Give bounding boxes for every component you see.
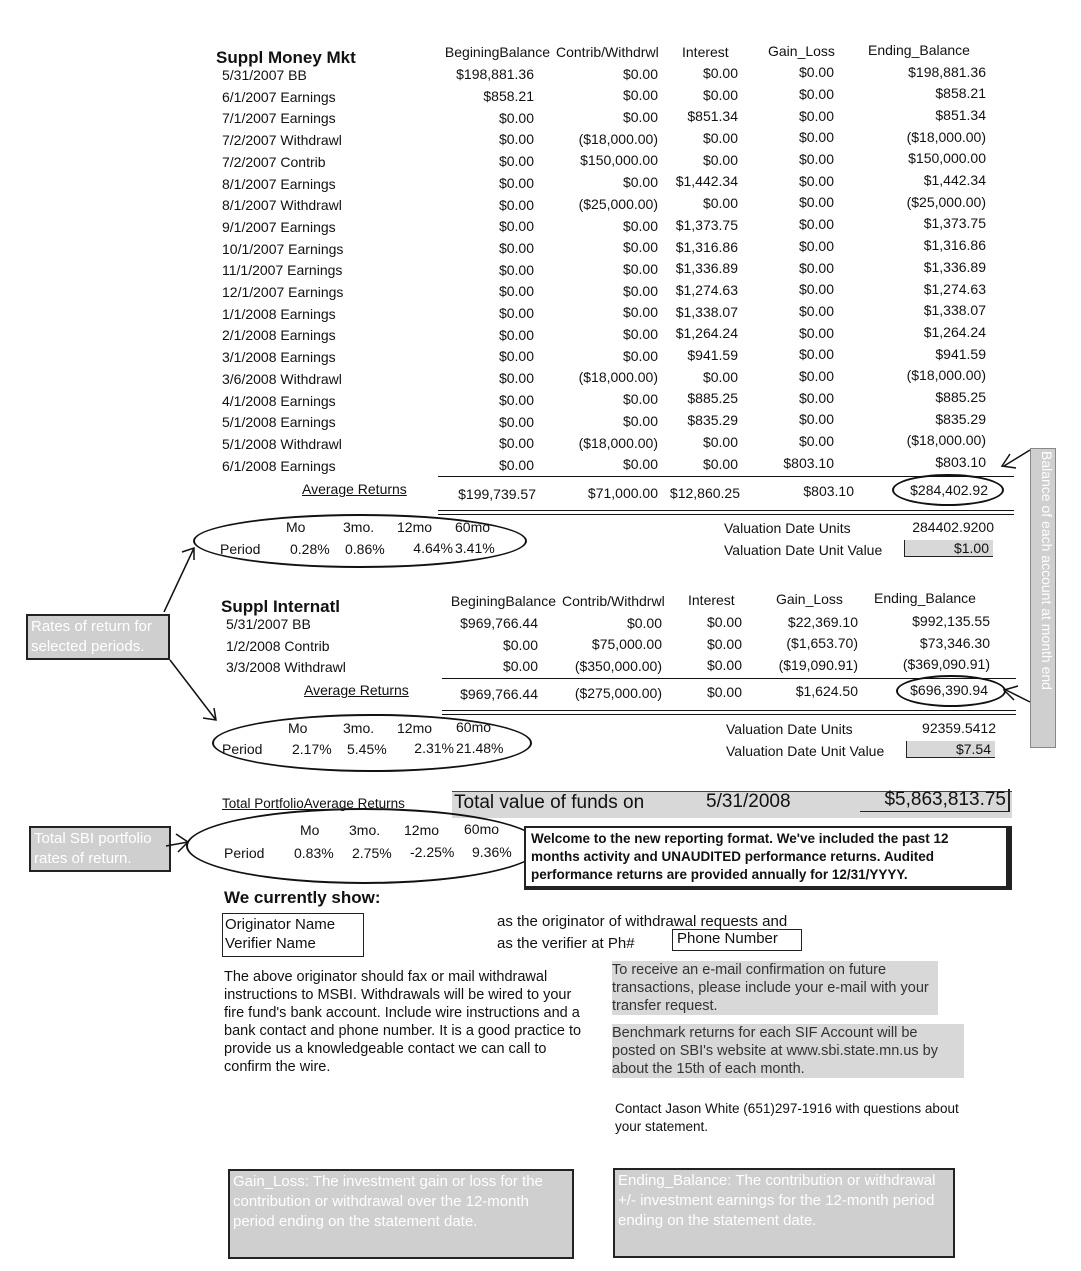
money_mkt-cell-contrib: ($18,000.00) — [578, 369, 658, 386]
money_mkt-cell-interest: $0.00 — [702, 151, 738, 168]
welcome-notice: Welcome to the new reporting format. We've included the past 12 months activity and UNAUDITED performance returns. Audited performance returns are provided annually for 12/31/YYYY. — [524, 826, 1012, 890]
money_mkt-cell-interest: $0.00 — [702, 368, 738, 385]
money_mkt-cell-ending: $1,338.07 — [923, 302, 986, 319]
money_mkt-cell-gain: $0.00 — [798, 107, 834, 124]
money_mkt-cell-ending: $851.34 — [935, 106, 986, 123]
money_mkt-cell-interest: $0.00 — [702, 195, 738, 212]
money_mkt-cell-interest: $1,336.89 — [675, 260, 738, 277]
money_mkt-cell-begin: $0.00 — [498, 305, 534, 321]
money_mkt-cell-begin: $0.00 — [498, 174, 534, 191]
money_mkt-cell-contrib: $0.00 — [622, 412, 658, 429]
total-ret-v3: 9.36% — [472, 844, 512, 860]
in-units: 92359.5412 — [922, 720, 996, 736]
money-mkt-avg-contrib: $71,000.00 — [587, 485, 658, 501]
money_mkt-cell-label: 4/1/2008 Earnings — [222, 392, 336, 409]
in-ret-v3: 21.48% — [456, 740, 504, 756]
money_mkt-cell-ending: ($18,000.00) — [906, 367, 986, 384]
money_mkt-cell-contrib: ($18,000.00) — [578, 434, 658, 451]
mm-units-label: Valuation Date Units — [724, 520, 851, 536]
money_mkt-cell-interest: $1,316.86 — [675, 238, 738, 255]
total-ret-h0: Mo — [300, 822, 320, 838]
money_mkt-cell-ending: $1,373.75 — [923, 215, 986, 232]
money_mkt-cell-gain: $0.00 — [798, 346, 834, 363]
note-total-sbi: Total SBI portfolio rates of return. — [29, 826, 171, 872]
internatl-header-contrib: Contrib/Withdrwl — [562, 593, 665, 609]
contact-note: Contact Jason White (651)297-1916 with questions about your statement. — [615, 1101, 959, 1134]
arrow-rates-to-mm — [164, 548, 194, 612]
definition-gain-loss: Gain_Loss: The investment gain or loss for the contribution or withdrawal over the 12-month period ending on the statement date. — [228, 1169, 574, 1259]
mm-unit-value-label: Valuation Date Unit Value — [724, 542, 883, 558]
money_mkt-cell-contrib: $0.00 — [622, 326, 658, 342]
money_mkt-cell-interest: $835.29 — [687, 412, 738, 429]
money_mkt-cell-gain: $0.00 — [798, 194, 834, 211]
money_mkt-cell-begin: $0.00 — [498, 326, 534, 343]
money_mkt-cell-contrib: $0.00 — [622, 87, 658, 104]
mm-ret-h0: Mo — [286, 519, 306, 535]
money_mkt-cell-begin: $0.00 — [498, 435, 534, 452]
mm-ret-v0: 0.28% — [290, 541, 330, 557]
internatl-cell-begin: $969,766.44 — [460, 615, 538, 632]
money_mkt-cell-gain: $803.10 — [783, 454, 834, 471]
money_mkt-cell-contrib: ($18,000.00) — [578, 130, 658, 147]
total-value-date: 5/31/2008 — [706, 791, 791, 812]
money_mkt-cell-ending: $198,881.36 — [908, 63, 986, 80]
money_mkt-cell-contrib: $0.00 — [622, 304, 658, 321]
money_mkt-cell-label: 5/1/2008 Withdrawl — [222, 435, 342, 452]
internatl-avg-gain: $1,624.50 — [795, 683, 858, 699]
mm-ret-v3: 3.41% — [455, 540, 495, 556]
money-mkt-avg-gain: $803.10 — [803, 483, 854, 499]
internatl-cell-label: 1/2/2008 Contrib — [226, 637, 330, 654]
money_mkt-cell-gain: $0.00 — [798, 259, 834, 276]
money_mkt-cell-gain: $0.00 — [798, 172, 834, 189]
money_mkt-cell-contrib: $0.00 — [622, 239, 658, 256]
mm-ret-h2: 12mo — [397, 519, 433, 535]
money_mkt-cell-ending: $1,336.89 — [923, 258, 986, 275]
money_mkt-cell-contrib: $150,000.00 — [580, 152, 658, 169]
internatl-cell-gain: ($1,653.70) — [786, 635, 858, 652]
money_mkt-cell-begin: $0.00 — [498, 456, 534, 473]
in-units-label: Valuation Date Units — [726, 721, 853, 737]
benchmark-note: Benchmark returns for each SIF Account will be posted on SBI's website at www.sbi.state.mn.us by about the 15th of each month. — [612, 1024, 964, 1078]
total-value-amount: $5,863,813.75 — [860, 789, 1010, 812]
money_mkt-cell-begin: $0.00 — [498, 261, 534, 278]
verifier-name: Verifier Name — [225, 935, 316, 952]
internatl-cell-begin: $0.00 — [502, 636, 538, 653]
money_mkt-cell-begin: $0.00 — [498, 218, 534, 235]
in-ret-v1: 5.45% — [347, 741, 387, 757]
internatl-cell-gain: ($19,090.91) — [778, 656, 858, 673]
mm-unit-value: $1.00 — [904, 540, 993, 557]
money_mkt-cell-gain: $0.00 — [798, 389, 834, 406]
total-returns-label: Total PortfolioAverage Returns — [222, 796, 405, 811]
internatl-avg-interest: $0.00 — [706, 684, 742, 700]
money_mkt-cell-gain: $0.00 — [798, 433, 834, 450]
definition-ending-balance: Ending_Balance: The contribution or withdrawal +/- investment earnings for the 12-month period ending on the statement date. — [613, 1168, 955, 1258]
money_mkt-cell-label: 7/2/2007 Contrib — [222, 153, 326, 170]
money_mkt-cell-label: 10/1/2007 Earnings — [222, 240, 344, 257]
money_mkt-cell-contrib: $0.00 — [622, 347, 658, 364]
money_mkt-cell-gain: $0.00 — [798, 64, 834, 81]
money_mkt-cell-ending: $1,316.86 — [923, 237, 986, 254]
money_mkt-cell-begin: $198,881.36 — [456, 66, 534, 83]
money_mkt-cell-interest: $1,338.07 — [675, 303, 738, 320]
money_mkt-cell-gain: $0.00 — [798, 281, 834, 298]
money_mkt-cell-ending: $803.10 — [935, 454, 986, 471]
total-ret-v0: 0.83% — [294, 845, 334, 861]
internatl-cell-begin: $0.00 — [502, 658, 538, 675]
money_mkt-cell-interest: $1,274.63 — [675, 281, 738, 298]
money_mkt-cell-ending: $835.29 — [935, 410, 986, 427]
money_mkt-cell-contrib: $0.00 — [622, 282, 658, 299]
money_mkt-cell-begin: $0.00 — [498, 370, 534, 387]
money_mkt-cell-gain: $0.00 — [798, 411, 834, 428]
money_mkt-cell-label: 3/1/2008 Earnings — [222, 349, 336, 366]
money_mkt-cell-interest: $1,442.34 — [675, 173, 738, 190]
internatl-title: Suppl Internatl — [221, 597, 340, 616]
money_mkt-cell-label: 9/1/2007 Earnings — [222, 218, 336, 235]
money_mkt-cell-begin: $0.00 — [498, 196, 534, 213]
money-mkt-header-gain: Gain_Loss — [768, 43, 835, 59]
internatl-cell-interest: $0.00 — [706, 635, 742, 652]
money_mkt-cell-label: 5/1/2008 Earnings — [222, 414, 336, 431]
money_mkt-cell-label: 2/1/2008 Earnings — [222, 327, 336, 344]
money-mkt-title: Suppl Money Mkt — [216, 48, 356, 67]
internatl-avg-label: Average Returns — [304, 682, 409, 698]
money_mkt-cell-begin: $0.00 — [498, 283, 534, 300]
total-ret-v2: -2.25% — [410, 844, 455, 860]
money_mkt-cell-ending: ($25,000.00) — [906, 193, 986, 210]
money_mkt-cell-gain: $0.00 — [798, 302, 834, 319]
originator-verifier-box — [222, 913, 364, 957]
email-confirmation-note: To receive an e-mail confirmation on future transactions, please include your e-mail with your transfer request. — [612, 961, 938, 1015]
money_mkt-cell-interest: $1,373.75 — [675, 216, 738, 233]
money_mkt-cell-ending: $1,442.34 — [923, 172, 986, 188]
money_mkt-cell-gain: $0.00 — [798, 324, 834, 341]
money_mkt-cell-contrib: $0.00 — [622, 456, 658, 473]
mm-units: 284402.9200 — [912, 519, 994, 535]
money_mkt-cell-ending: ($18,000.00) — [906, 128, 986, 145]
money_mkt-cell-label: 3/6/2008 Withdrawl — [222, 370, 342, 387]
money_mkt-cell-begin: $0.00 — [498, 131, 534, 148]
money_mkt-cell-contrib: ($25,000.00) — [578, 195, 658, 212]
total-ret-v1: 2.75% — [352, 845, 392, 861]
internatl-cell-interest: $0.00 — [706, 614, 742, 631]
total-ret-h3: 60mo — [464, 821, 500, 837]
money_mkt-cell-begin: $858.21 — [483, 88, 534, 104]
money_mkt-cell-interest: $0.00 — [702, 64, 738, 81]
money_mkt-cell-label: 6/1/2008 Earnings — [222, 457, 336, 474]
money_mkt-cell-ending: $858.21 — [935, 85, 986, 102]
money-mkt-header-ending: Ending_Balance — [868, 42, 970, 58]
money_mkt-cell-label: 12/1/2007 Earnings — [222, 284, 344, 300]
internatl-cell-gain: $22,369.10 — [787, 613, 858, 630]
money_mkt-cell-label: 1/1/2008 Earnings — [222, 305, 336, 322]
mm-ret-period: Period — [220, 541, 261, 557]
total-ret-h1: 3mo. — [349, 822, 381, 838]
money_mkt-cell-label: 8/1/2007 Earnings — [222, 175, 336, 192]
money_mkt-cell-ending: $941.59 — [935, 345, 986, 362]
money_mkt-cell-interest: $851.34 — [687, 108, 738, 125]
in-unit-value: $7.54 — [906, 741, 995, 758]
in-ret-v0: 2.17% — [292, 741, 332, 757]
in-ret-h2: 12mo — [397, 720, 433, 736]
money_mkt-cell-gain: $0.00 — [798, 237, 834, 254]
money_mkt-cell-ending: $1,264.24 — [923, 323, 986, 340]
money_mkt-cell-gain: $0.00 — [798, 129, 834, 146]
internatl-avg-begin: $969,766.44 — [460, 686, 538, 702]
internatl-header-interest: Interest — [688, 592, 735, 608]
note-balance-month-end: Balance of each account at month end — [1030, 448, 1056, 748]
money_mkt-cell-contrib: $0.00 — [622, 174, 658, 191]
money_mkt-cell-contrib: $0.00 — [622, 217, 658, 234]
money_mkt-cell-label: 5/31/2007 BB — [222, 67, 307, 83]
in-ret-h0: Mo — [288, 720, 308, 736]
money_mkt-cell-ending: ($18,000.00) — [906, 432, 986, 449]
money_mkt-cell-interest: $0.00 — [702, 433, 738, 450]
in-unit-value-label: Valuation Date Unit Value — [726, 743, 885, 759]
mm-ret-h3: 60mo — [455, 519, 491, 535]
total-ret-h2: 12mo — [404, 822, 440, 838]
in-ret-h3: 60mo — [456, 719, 492, 735]
phone-number: Phone Number — [672, 929, 802, 951]
internatl-cell-ending: ($369,090.91) — [902, 656, 990, 672]
money_mkt-cell-label: 7/1/2007 Earnings — [222, 110, 336, 127]
in-ret-period: Period — [222, 741, 263, 757]
money_mkt-cell-gain: $0.00 — [798, 85, 834, 102]
internatl-avg-contrib: ($275,000.00) — [574, 685, 662, 701]
internatl-cell-ending: $73,346.30 — [919, 634, 990, 651]
money_mkt-cell-begin: $0.00 — [498, 413, 534, 430]
money_mkt-cell-label: 11/1/2007 Earnings — [222, 262, 343, 279]
internatl-avg-ending: $696,390.94 — [910, 682, 988, 698]
note-rates-of-return: Rates of return for selected periods. — [26, 614, 170, 660]
internatl-cell-label: 5/31/2007 BB — [226, 616, 311, 632]
verifier-text: as the verifier at Ph# — [497, 935, 635, 952]
originator-instructions: The above originator should fax or mail withdrawal instructions to MSBI. Withdrawals will be wired to your fire fund's bank account. Include wire instructions and a bank contact and phone number. It is a good practice to provide us a knowledgeable contact we can call to confirm the wire. — [224, 969, 582, 1075]
arrowhead-rates-to-mm — [182, 548, 194, 560]
money_mkt-cell-contrib: $0.00 — [622, 65, 658, 82]
money-mkt-avg-label: Average Returns — [302, 481, 407, 497]
money_mkt-cell-label: 6/1/2007 Earnings — [222, 88, 336, 105]
internatl-cell-interest: $0.00 — [706, 657, 742, 674]
money_mkt-cell-contrib: $0.00 — [622, 260, 658, 277]
money-mkt-avg-ending: $284,402.92 — [910, 482, 988, 498]
money-mkt-header-begin: BeginingBalance — [444, 44, 550, 60]
arrow-rates-to-intl — [170, 660, 216, 720]
money-mkt-avg-begin: $199,739.57 — [458, 486, 536, 502]
internatl-cell-contrib: $0.00 — [626, 614, 662, 631]
we-currently-show: We currently show: — [224, 888, 381, 907]
money_mkt-cell-gain: $0.00 — [798, 368, 834, 384]
money_mkt-cell-interest: $1,264.24 — [675, 325, 738, 342]
money-mkt-header-contrib: Contrib/Withdrwl — [556, 44, 659, 60]
money-mkt-avg-interest: $12,860.25 — [669, 485, 740, 501]
originator-name: Originator Name — [225, 916, 336, 933]
money-mkt-header-interest: Interest — [682, 44, 729, 60]
money_mkt-cell-ending: $150,000.00 — [908, 150, 986, 167]
internatl-header-ending: Ending_Balance — [874, 590, 976, 606]
money_mkt-cell-begin: $0.00 — [498, 109, 534, 126]
internatl-cell-contrib: ($350,000.00) — [574, 657, 662, 674]
money_mkt-cell-ending: $1,274.63 — [923, 280, 986, 297]
money_mkt-cell-begin: $0.00 — [498, 153, 534, 170]
internatl-cell-contrib: $75,000.00 — [591, 636, 662, 653]
money_mkt-cell-ending: $885.25 — [935, 389, 986, 405]
money_mkt-cell-interest: $885.25 — [687, 390, 738, 407]
in-ret-h1: 3mo. — [343, 720, 375, 736]
in-ret-v2: 2.31% — [414, 740, 454, 756]
money_mkt-cell-contrib: $0.00 — [622, 391, 658, 408]
money_mkt-cell-begin: $0.00 — [498, 348, 534, 365]
internatl-cell-ending: $992,135.55 — [912, 613, 990, 629]
money_mkt-cell-gain: $0.00 — [798, 216, 834, 233]
internatl-header-gain: Gain_Loss — [776, 591, 843, 607]
money_mkt-cell-label: 7/2/2007 Withdrawl — [222, 132, 342, 149]
mm-ret-v1: 0.86% — [345, 541, 385, 557]
money_mkt-cell-gain: $0.00 — [798, 151, 834, 167]
money_mkt-cell-begin: $0.00 — [498, 239, 534, 256]
money_mkt-cell-interest: $941.59 — [687, 347, 738, 363]
internatl-header-begin: BeginingBalance — [450, 593, 556, 609]
originator-text: as the originator of withdrawal requests and — [497, 913, 788, 930]
mm-ret-h1: 3mo. — [343, 519, 375, 535]
internatl-cell-label: 3/3/2008 Withdrawl — [226, 659, 346, 675]
money_mkt-cell-interest: $0.00 — [702, 130, 738, 146]
arrowhead-balance-mm — [1002, 454, 1016, 468]
money_mkt-cell-contrib: $0.00 — [622, 109, 658, 125]
total-ret-period: Period — [224, 845, 265, 861]
money_mkt-cell-interest: $0.00 — [702, 86, 738, 103]
total-value-label: Total value of funds on — [454, 792, 645, 813]
money_mkt-cell-begin: $0.00 — [498, 391, 534, 408]
money_mkt-cell-interest: $0.00 — [702, 455, 738, 472]
mm-ret-v2: 4.64% — [413, 540, 453, 556]
money_mkt-cell-label: 8/1/2007 Withdrawl — [222, 197, 342, 214]
